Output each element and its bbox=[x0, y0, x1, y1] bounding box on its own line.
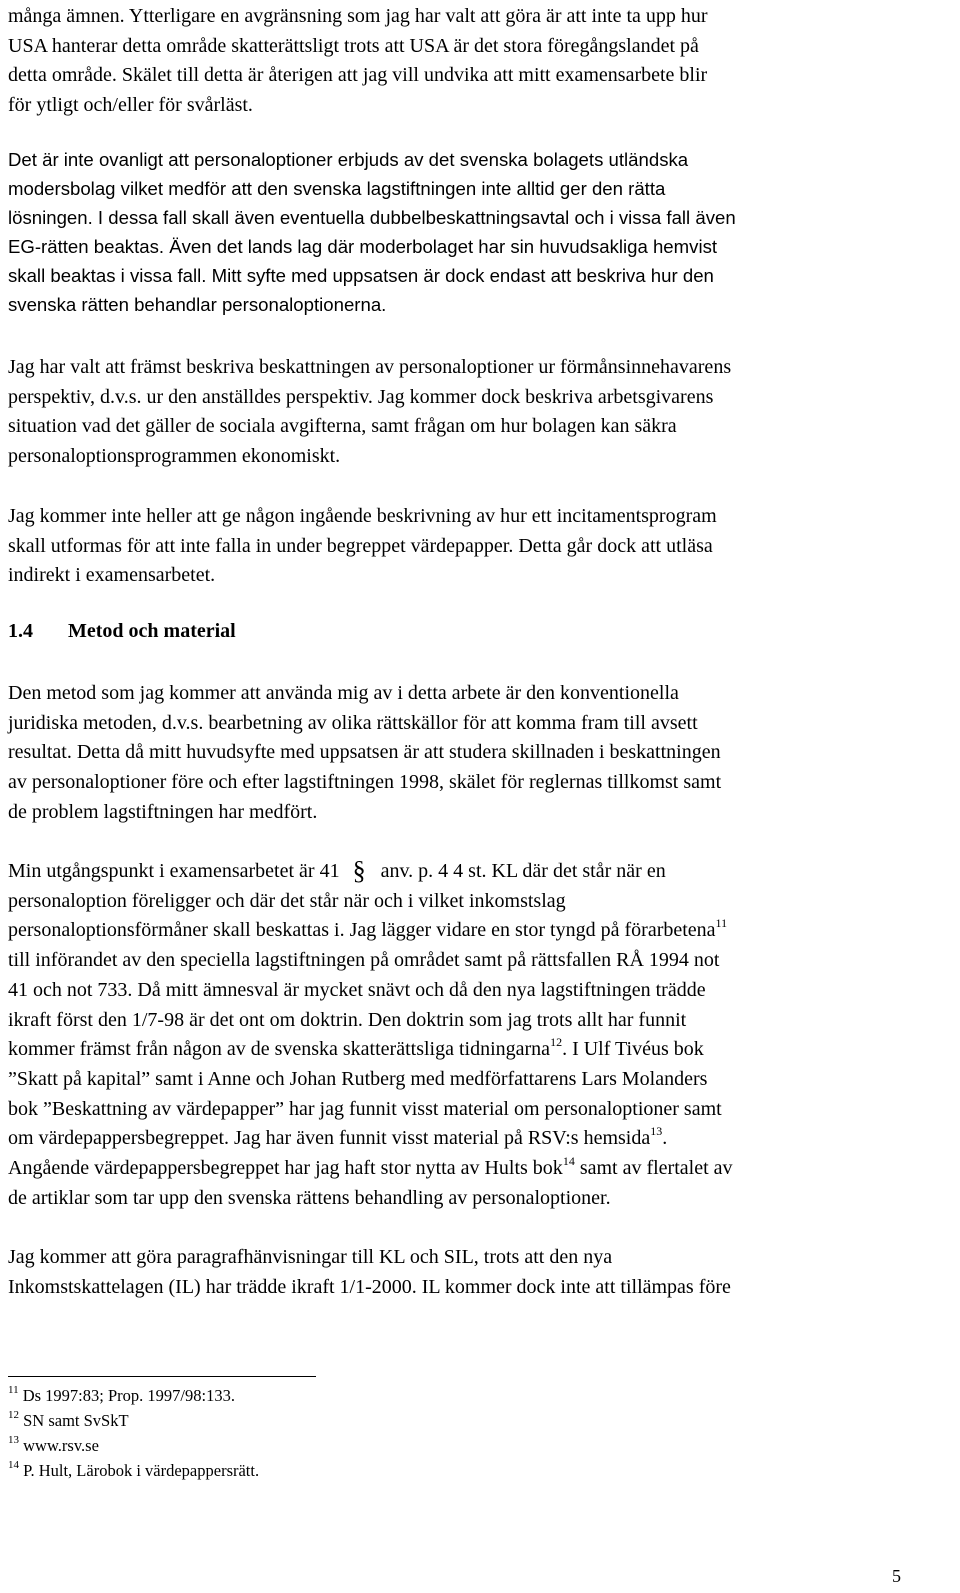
paragraph-scope bbox=[8, 2, 708, 121]
text-line: Inkomstskattelagen (IL) har trädde ikraft 1/1-2000. IL kommer dock inte att tillämpas före bbox=[8, 1275, 731, 1298]
footnote-12 bbox=[8, 1409, 129, 1434]
text-line: Jag kommer inte heller att ge någon ingående beskrivning av hur ett incitamentsprogram bbox=[8, 505, 717, 527]
section-sign: § bbox=[352, 856, 366, 885]
footnote-number: 12 bbox=[8, 1409, 19, 1421]
text-line: för ytligt och/eller för svårläst. bbox=[8, 94, 253, 117]
text-line bbox=[8, 1035, 704, 1065]
text-line: till införandet av den speciella lagstiftningen på området samt på rättsfallen RÅ 1994 not bbox=[8, 949, 720, 972]
text-segment: . I Ulf Tivéus bok bbox=[562, 1038, 704, 1061]
footnote-13 bbox=[8, 1434, 99, 1459]
paragraph-method bbox=[8, 679, 721, 828]
footnote-14 bbox=[8, 1459, 259, 1484]
text-line: många ämnen. Ytterligare en avgränsning som jag har valt att göra är att inte ta upp hur bbox=[8, 5, 708, 27]
footnote-ref-14: 14 bbox=[562, 1154, 575, 1169]
text-line: juridiska metoden, d.v.s. bearbetning av olika rättskällor för att komma fram till avsett bbox=[8, 711, 698, 734]
footnote-text: Ds 1997:83; Prop. 1997/98:133. bbox=[22, 1386, 235, 1405]
section-heading bbox=[8, 620, 236, 643]
footnote-11 bbox=[8, 1384, 235, 1409]
text-line: modersbolag vilket medför att den svenska lagstiftningen inte alltid ger den rätta bbox=[8, 178, 666, 199]
text-segment: Min utgångspunkt i examensarbetet är 41 bbox=[8, 860, 340, 882]
text-line: skall utformas för att inte falla in under begreppet värdepapper. Detta går dock att utläsa bbox=[8, 534, 713, 557]
text-line: detta område. Skälet till detta är återigen att jag vill undvika att mitt examensarbete blir bbox=[8, 64, 708, 87]
text-line: lösningen. I dessa fall skall även eventuella dubbelbeskattningsavtal och i vissa fall även bbox=[8, 207, 736, 228]
paragraph-references bbox=[8, 1243, 731, 1302]
section-title: Metod och material bbox=[68, 620, 236, 642]
footnote-number: 14 bbox=[8, 1459, 19, 1471]
page-number: 5 bbox=[892, 1566, 901, 1586]
text-line: ”Skatt på kapital” samt i Anne och Johan Rutberg med medförfattarens Lars Molanders bbox=[8, 1067, 708, 1090]
footnote-number: 13 bbox=[8, 1434, 19, 1446]
text-line: situation vad det gäller de sociala avgifterna, samt frågan om hur bolagen kan säkra bbox=[8, 415, 677, 438]
text-segment: samt av flertalet av bbox=[574, 1157, 733, 1180]
text-line: Den metod som jag kommer att använda mig av i detta arbete är den konventionella bbox=[8, 682, 679, 704]
text-line: skall beaktas i vissa fall. Mitt syfte med uppsatsen är dock endast att beskriva hur den bbox=[8, 265, 714, 286]
text-line: de problem lagstiftningen har medfört. bbox=[8, 800, 318, 823]
footnote-text: www.rsv.se bbox=[23, 1436, 99, 1455]
section-number: 1.4 bbox=[8, 620, 33, 642]
text-line: Jag kommer att göra paragrafhänvisningar till KL och SIL, trots att den nya bbox=[8, 1246, 613, 1268]
paragraph-incentive bbox=[8, 502, 717, 591]
text-line: resultat. Detta då mitt huvudsyfte med uppsatsen är att studera skillnaden i beskattningen bbox=[8, 741, 721, 764]
text-line: ikraft först den 1/7-98 är det ont om doktrin. Den doktrin som jag trots allt har funnit bbox=[8, 1008, 687, 1031]
paragraph-perspective bbox=[8, 353, 731, 472]
footnote-divider bbox=[8, 1376, 316, 1377]
footnote-ref-12: 12 bbox=[550, 1035, 563, 1050]
text-line: Jag har valt att främst beskriva beskattningen av personaloptioner ur förmånsinnehavarens bbox=[8, 356, 732, 378]
text-line: indirekt i examensarbetet. bbox=[8, 564, 216, 587]
text-line: bok ”Beskattning av värdepapper” har jag funnit visst material om personaloptioner samt bbox=[8, 1097, 722, 1120]
footnote-text: SN samt SvSkT bbox=[23, 1411, 129, 1430]
text-line bbox=[8, 857, 666, 887]
text-line: perspektiv, d.v.s. ur den anställdes perspektiv. Jag kommer dock beskriva arbetsgivarens bbox=[8, 385, 714, 408]
text-line bbox=[8, 916, 727, 946]
text-line: Det är inte ovanligt att personaloptioner erbjuds av det svenska bolagets utländska bbox=[8, 149, 689, 170]
footnote-ref-13: 13 bbox=[650, 1124, 663, 1139]
footnote-ref-11: 11 bbox=[715, 916, 728, 931]
text-line: svenska rätten behandlar personaloptionerna. bbox=[8, 294, 387, 315]
text-segment: personaloptionsförmåner skall beskattas i. Jag lägger vidare en stor tyngd på förarbetena bbox=[8, 919, 716, 942]
text-line: USA hanterar detta område skatterättsligt trots att USA är det stora föregångslandet på bbox=[8, 34, 699, 57]
paragraph-foreign-parent bbox=[8, 145, 736, 319]
text-line: EG-rätten beaktas. Även det lands lag där moderbolaget har sin huvudsakliga hemvist bbox=[8, 236, 718, 257]
text-line: 41 och not 733. Då mitt ämnesval är mycket snävt och då den nya lagstiftningen trädde bbox=[8, 978, 706, 1001]
text-segment: kommer främst från någon av de svenska skatterättsliga tidningarna bbox=[8, 1038, 551, 1061]
paragraph-starting-point bbox=[8, 857, 733, 1213]
text-segment: om värdepappersbegreppet. Jag har även funnit visst material på RSV:s hemsida bbox=[8, 1127, 651, 1150]
text-line bbox=[8, 1124, 667, 1154]
text-line: av personaloptioner före och efter lagstiftningen 1998, skälet för reglernas tillkomst samt bbox=[8, 771, 722, 794]
text-segment: . bbox=[662, 1127, 668, 1150]
footnote-number: 11 bbox=[8, 1384, 19, 1396]
text-line: personaloption föreligger och där det står när och i vilket inkomstslag bbox=[8, 889, 566, 912]
footnote-text: P. Hult, Lärobok i värdepappersrätt. bbox=[23, 1461, 260, 1480]
text-line bbox=[8, 1154, 733, 1184]
text-line: personaloptionsprogrammen ekonomiskt. bbox=[8, 445, 341, 468]
text-line: de artiklar som tar upp den svenska rättens behandling av personaloptioner. bbox=[8, 1186, 611, 1209]
text-segment: Angående värdepappersbegreppet har jag haft stor nytta av Hults bok bbox=[8, 1157, 563, 1180]
text-segment: anv. p. 4 4 st. KL där det står när en bbox=[380, 860, 666, 882]
